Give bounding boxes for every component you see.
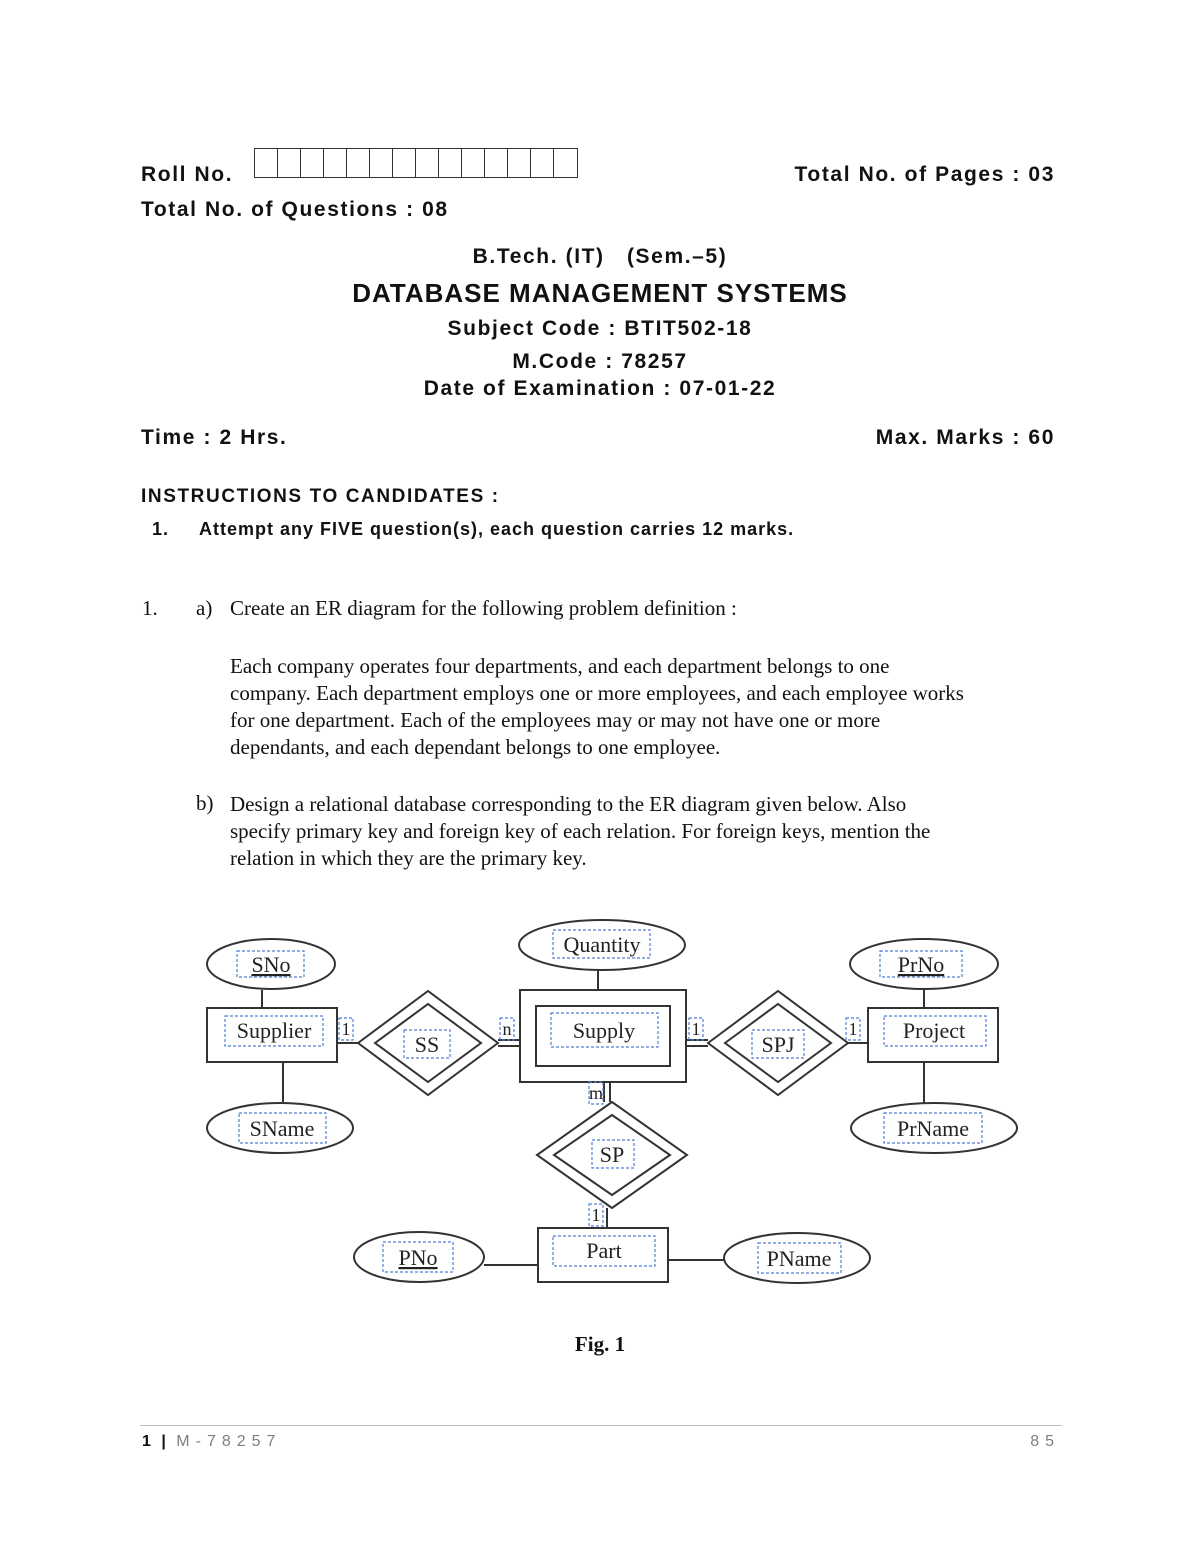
time-allowed: Time : 2 Hrs. — [141, 426, 288, 449]
figure-caption: Fig. 1 — [574, 1332, 626, 1356]
footer-left — [142, 1433, 281, 1451]
part-a-line: dependants, and each dependant belongs to one employee. — [230, 735, 721, 759]
cardinality-ss-supply: n — [502, 1019, 512, 1039]
attribute-pno-label: PNo — [398, 1245, 438, 1270]
part-a-intro: Create an ER diagram for the following problem definition : — [230, 596, 737, 620]
part-a-line: for one department. Each of the employees may or may not have one or more — [230, 708, 881, 732]
relationship-spj-label: SPJ — [761, 1032, 795, 1057]
footer-page-number: 1 — [142, 1433, 151, 1450]
roll-no-label: Roll No. — [141, 163, 234, 186]
semester: (Sem.–5) — [626, 245, 728, 268]
instruction-1-text: Attempt any FIVE question(s), each question carries 12 marks. — [199, 519, 795, 539]
cardinality-sp-part: 1 — [591, 1205, 601, 1225]
instruction-1-num: 1. — [152, 519, 170, 539]
m-code: M.Code : 78257 — [512, 350, 688, 373]
total-questions: Total No. of Questions : 08 — [141, 198, 449, 221]
attribute-prname-label: PrName — [896, 1116, 970, 1141]
relationship-ss-label: SS — [414, 1032, 440, 1057]
cardinality-spj-project: 1 — [848, 1019, 858, 1039]
part-a-line: Each company operates four departments, and each department belongs to one — [230, 654, 890, 678]
program: B.Tech. (IT) — [472, 245, 605, 268]
footer-separator: | — [161, 1433, 166, 1450]
entity-project-label: Project — [902, 1018, 966, 1043]
footer-right: 85 — [1030, 1433, 1060, 1450]
part-b-label: b) — [196, 791, 214, 815]
part-b-line: Design a relational database corresponding to the ER diagram given below. Also — [230, 792, 907, 816]
entity-part-label: Part — [586, 1238, 622, 1263]
part-b-line: relation in which they are the primary key. — [230, 846, 587, 870]
course-title: DATABASE MANAGEMENT SYSTEMS — [352, 278, 848, 308]
entity-supplier-label: Supplier — [236, 1018, 312, 1043]
attribute-sno-label: SNo — [251, 952, 291, 977]
attribute-quantity-label: Quantity — [563, 932, 641, 957]
part-a-label: a) — [196, 596, 213, 620]
attribute-sname-label: SName — [249, 1116, 315, 1141]
relationship-sp-label: SP — [599, 1142, 625, 1167]
question-1-number: 1. — [142, 596, 158, 620]
entity-supply-label: Supply — [572, 1018, 636, 1043]
subject-code: Subject Code : BTIT502-18 — [447, 317, 753, 340]
max-marks: Max. Marks : 60 — [875, 426, 1055, 449]
part-a-line: company. Each department employs one or more employees, and each employee works — [230, 681, 964, 705]
total-pages: Total No. of Pages : 03 — [794, 163, 1055, 186]
attribute-pname-label: PName — [766, 1246, 832, 1271]
cardinality-supply-sp: m — [588, 1083, 604, 1103]
attribute-prno-label: PrNo — [897, 952, 945, 977]
footer-code: M-78257 — [176, 1433, 282, 1450]
cardinality-supply-spj: 1 — [691, 1019, 701, 1039]
cardinality-supplier-ss: 1 — [341, 1019, 351, 1039]
footer-divider — [140, 1425, 1062, 1426]
instructions-heading: INSTRUCTIONS TO CANDIDATES : — [141, 486, 500, 507]
part-b-line: specify primary key and foreign key of each relation. For foreign keys, mention the — [230, 819, 931, 843]
exam-date: Date of Examination : 07-01-22 — [423, 377, 777, 400]
